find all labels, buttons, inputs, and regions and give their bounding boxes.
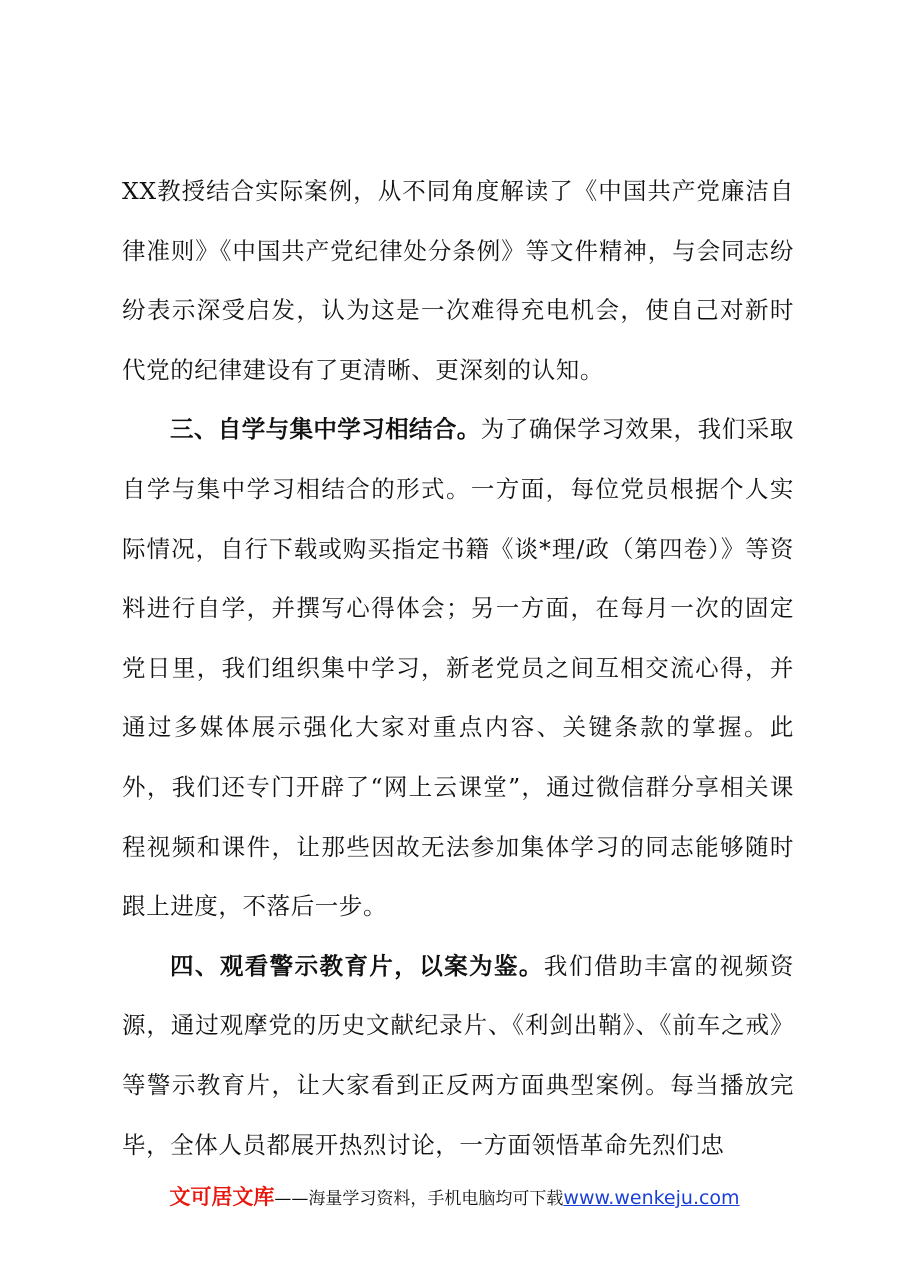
paragraph-section-four bbox=[122, 937, 794, 1175]
footer-brand: 文可居文库 bbox=[169, 1185, 275, 1209]
footer-url-link[interactable]: www.wenkeju.com bbox=[563, 1187, 740, 1209]
section-four-heading: 四、观看警示教育片，以案为鉴。 bbox=[170, 951, 544, 980]
footer-banner bbox=[0, 1181, 909, 1211]
paragraph-continued bbox=[122, 162, 794, 400]
paragraph-text: 为了确保学习效果，我们采取自学与集中学习相结合的形式。一方面，每位党员根据个人实际情况，自行下载或购买指定书籍《谈*理/政（第四卷）》等资料进行自学，并撰写心得体会；另一方面，在每月一次的固定党日里，我们组织集中学习，新老党员之间互相交流心得，并通过多媒体展示强化大家对重点内容、关键条款的掌握。此外，我们还专门开辟了“网上云课堂”，通过微信群分享相关课程视频和课件，让那些因故无法参加集体学习的同志能够随时跟上进度，不落后一步。 bbox=[122, 415, 795, 921]
document-body bbox=[122, 162, 794, 1175]
paragraph-text: 我们借助丰富的视频资源，通过观摩党的历史文献纪录片、《利剑出鞘》、《前车之戒》等警示教育片，让大家看到正反两方面典型案例。每当播放完毕，全体人员都展开热烈讨论，一方面领悟革命先烈们忠 bbox=[122, 951, 794, 1159]
paragraph-section-three bbox=[122, 400, 794, 936]
footer-tagline: ——海量学习资料，手机电脑均可下载 bbox=[274, 1189, 564, 1209]
section-three-heading: 三、自学与集中学习相结合。 bbox=[170, 415, 481, 444]
paragraph-text: XX教授结合实际案例，从不同角度解读了《中国共产党廉洁自律准则》《中国共产党纪律处分条例》等文件精神，与会同志纷纷表示深受启发，认为这是一次难得充电机会，使自己对新时代党的纪律建设有了更清晰、更深刻的认知。 bbox=[122, 177, 794, 384]
